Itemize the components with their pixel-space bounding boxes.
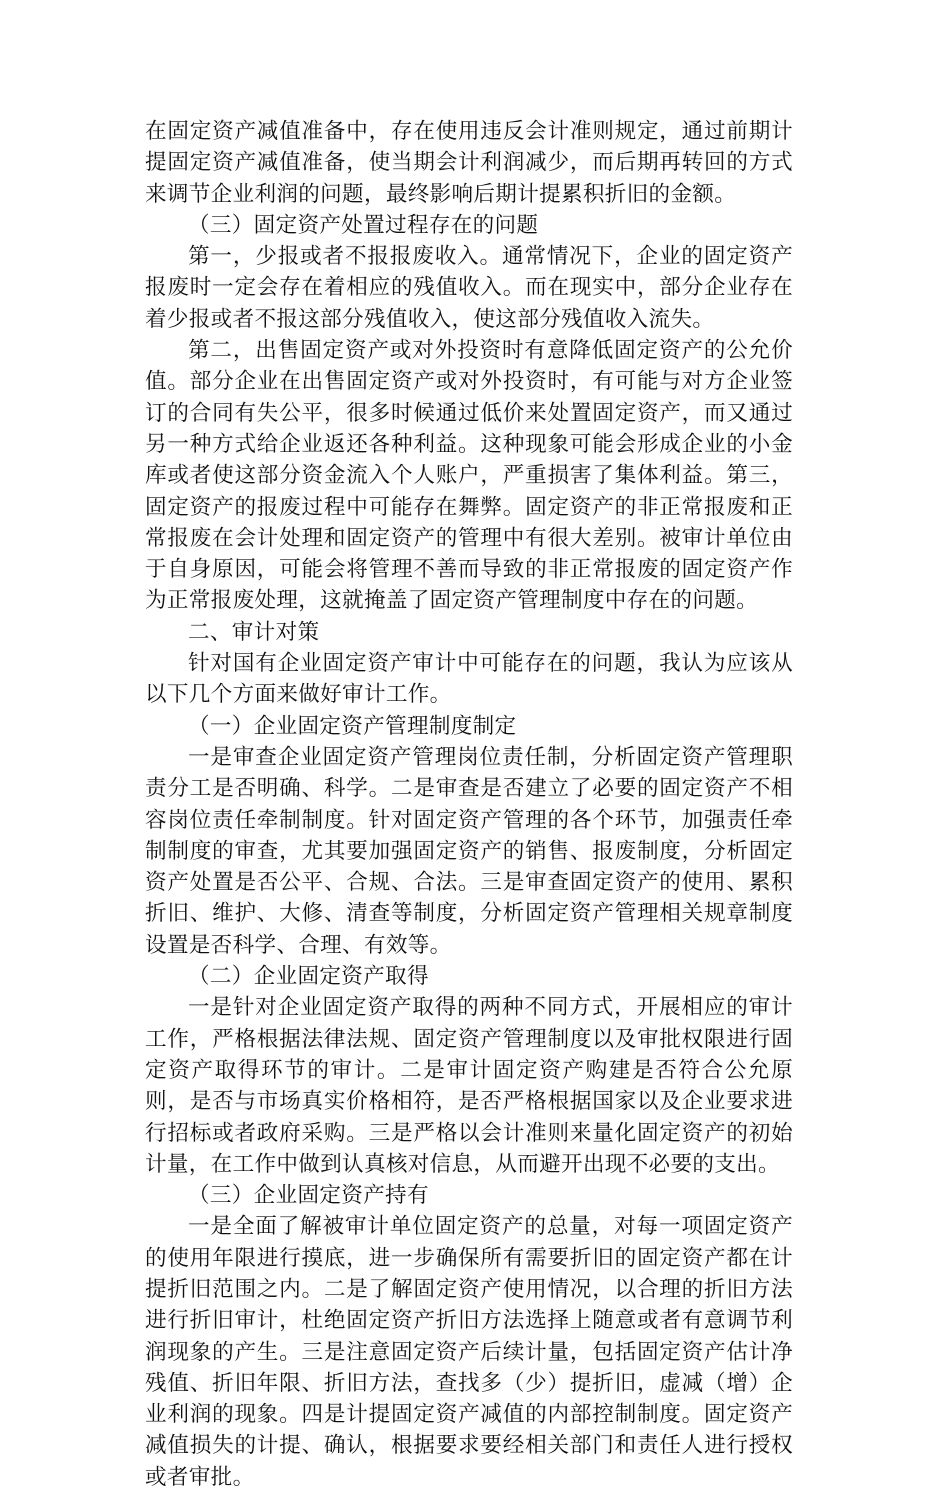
document-body bbox=[145, 116, 793, 1493]
paragraph-scrap-income: 第一，少报或者不报报废收入。通常情况下，企业的固定资产报废时一定会存在着相应的残值收入。而在现实中，部分企业存在着少报或者不报这部分残值收入，使这部分残值收入流失。 bbox=[145, 244, 793, 332]
heading-disposal-issues: （三）固定资产处置过程存在的问题 bbox=[188, 212, 539, 238]
paragraph-asset-acquisition: 一是针对企业固定资产取得的两种不同方式，开展相应的审计工作，严格根据法律法规、固定资产管理制度以及审批权限进行固定资产取得环节的审计。二是审计固定资产购建是否符合公允原则，是否与市场真实价格相符，是否严格根据国家以及企业要求进行招标或者政府采购。三是严格以会计准则来量化固定资产的初始计量，在工作中做到认真核对信息，从而避开出现不必要的支出。 bbox=[145, 995, 793, 1177]
heading-asset-acquisition: （二）企业固定资产取得 bbox=[188, 964, 429, 990]
paragraph-fair-value: 第二，出售固定资产或对外投资时有意降低固定资产的公允价值。部分企业在出售固定资产或对外投资时，有可能与对方企业签订的合同有失公平，很多时候通过低价来处置固定资产，而又通过另一种方式给企业返还各种利益。这种现象可能会形成企业的小金库或者使这部分资金流入个人账户，严重损害了集体利益。第三，固定资产的报废过程中可能存在舞弊。固定资产的非正常报废和正常报废在会计处理和固定资产的管理中有很大差别。被审计单位由于自身原因，可能会将管理不善而导致的非正常报废的固定资产作为正常报废处理，这就掩盖了固定资产管理制度中存在的问题。 bbox=[145, 338, 793, 614]
heading-asset-holding: （三）企业固定资产持有 bbox=[188, 1183, 429, 1209]
paragraph-management-system: 一是审查企业固定资产管理岗位责任制，分析固定资产管理职责分工是否明确、科学。二是审查是否建立了必要的固定资产不相容岗位责任牵制制度。针对固定资产管理的各个环节，加强责任牵制制度的审查，尤其要加强固定资产的销售、报废制度，分析固定资产处置是否公平、合规、合法。三是审查固定资产的使用、累积折旧、维护、大修、清查等制度，分析固定资产管理相关规章制度设置是否科学、合理、有效等。 bbox=[145, 744, 793, 958]
paragraph-impairment-continued: 在固定资产减值准备中，存在使用违反会计准则规定，通过前期计提固定资产减值准备，使当期会计利润减少，而后期再转回的方式来调节企业利润的问题，最终影响后期计提累积折旧的金额。 bbox=[145, 119, 793, 207]
heading-management-system: （一）企业固定资产管理制度制定 bbox=[188, 713, 517, 739]
paragraph-audit-intro: 针对国有企业固定资产审计中可能存在的问题，我认为应该从以下几个方面来做好审计工作。 bbox=[145, 651, 793, 708]
paragraph-asset-holding: 一是全面了解被审计单位固定资产的总量，对每一项固定资产的使用年限进行摸底，进一步确保所有需要折旧的固定资产都在计提折旧范围之内。二是了解固定资产使用情况，以合理的折旧方法进行折旧审计，杜绝固定资产折旧方法选择上随意或者有意调节利润现象的产生。三是注意固定资产后续计量，包括固定资产估计净残值、折旧年限、折旧方法，查找多（少）提折旧，虚减（增）企业利润的现象。四是计提固定资产减值的内部控制制度。固定资产减值损失的计提、确认，根据要求要经相关部门和责任人进行授权或者审批。 bbox=[145, 1214, 793, 1490]
heading-audit-measures: 二、审计对策 bbox=[188, 619, 320, 645]
